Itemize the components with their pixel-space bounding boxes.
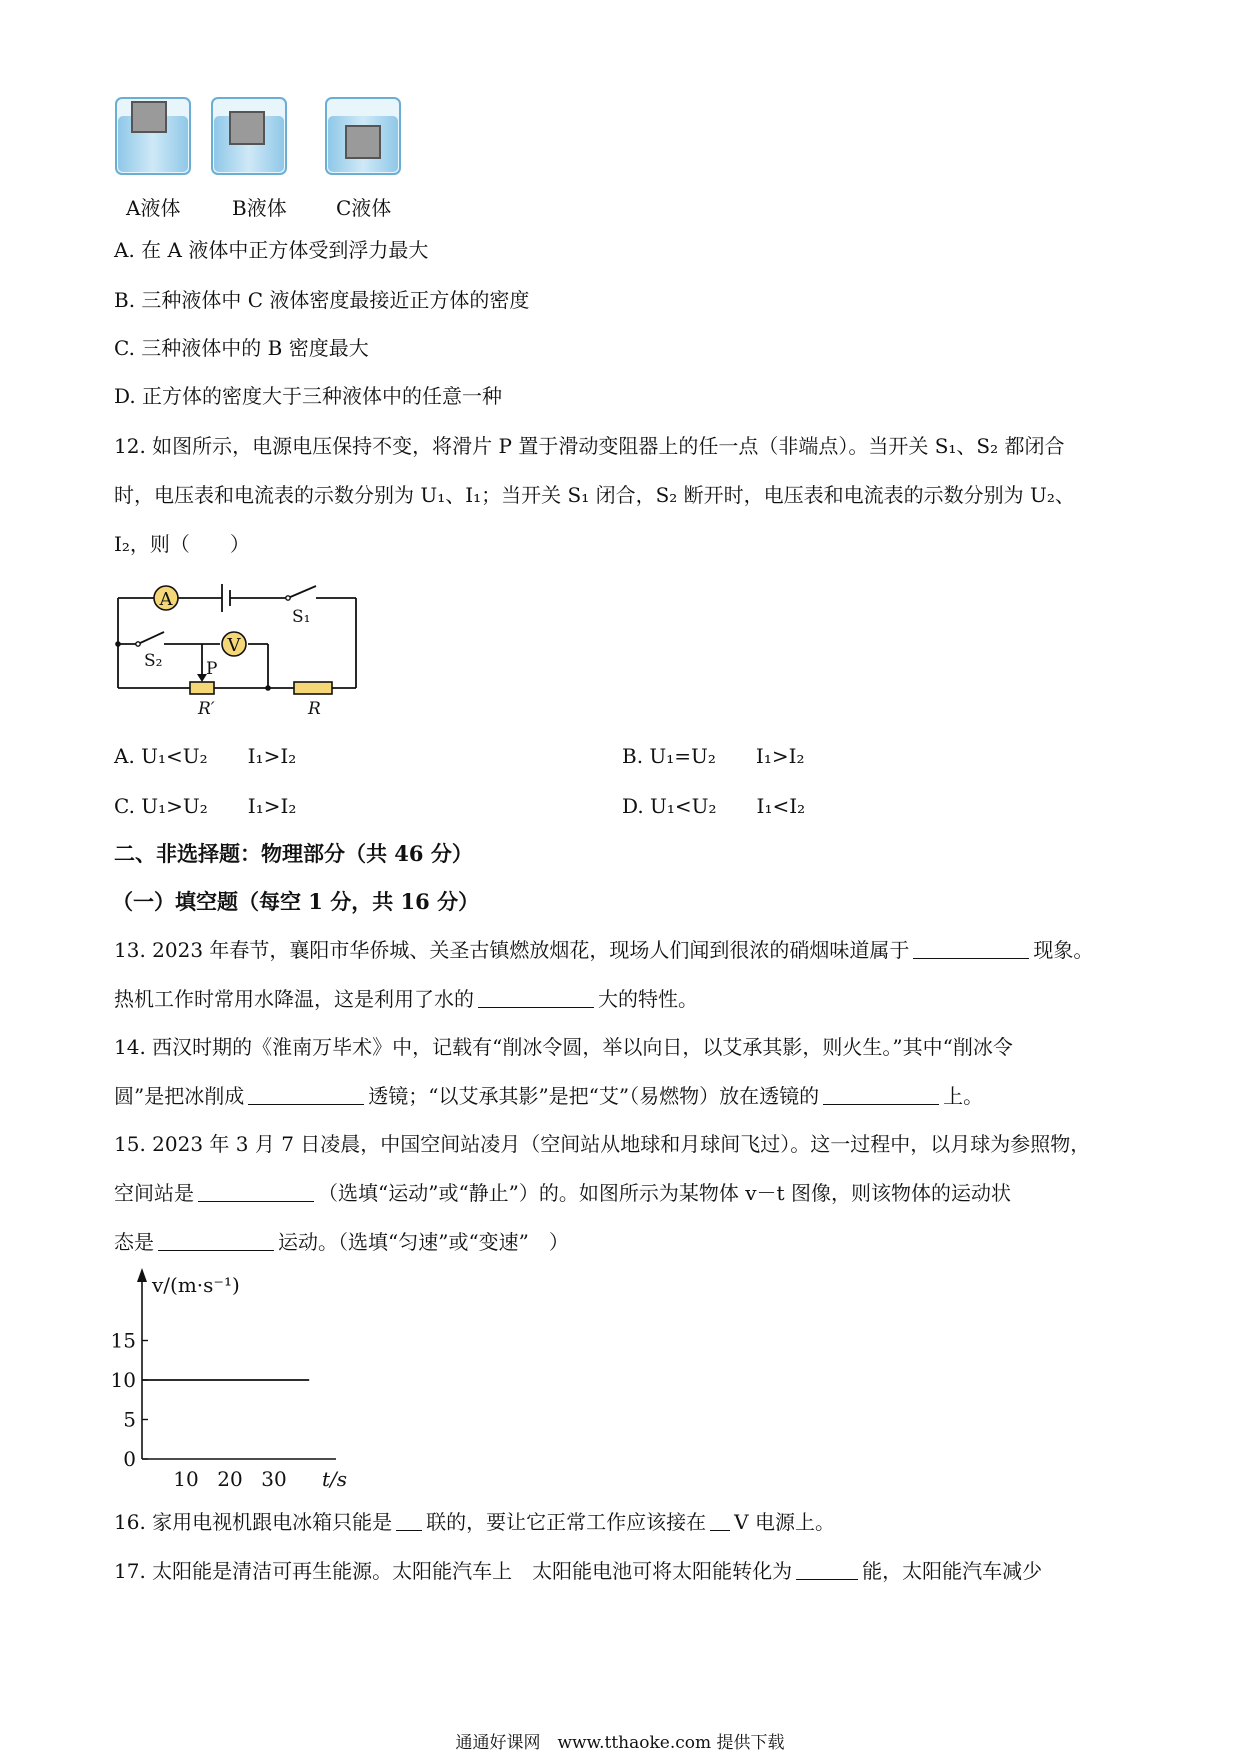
beaker-b-label: B液体 [232, 196, 287, 220]
q17-line1 [114, 1557, 1042, 1585]
q13-text-a: 13. 2023 年春节，襄阳市华侨城、关圣古镇燃放烟花，现场人们闻到很浓的硝烟味道属于 [114, 938, 910, 962]
y-tick-label: 5 [123, 1407, 136, 1432]
q15-text-b: 空间站是 [114, 1181, 194, 1205]
q15-line1: 15. 2023 年 3 月 7 日凌晨，中国空间站凌月（空间站从地球和月球间飞过）。这一过程中，以月球为参照物， [114, 1132, 1091, 1156]
q14-line1: 14. 西汉时期的《淮南万毕术》中，记载有“削冰令圆，举以向日，以艾承其影，则火生。”其中“削冰令 [114, 1035, 1013, 1059]
q12-line2: 时，电压表和电流表的示数分别为 U₁、I₁；当开关 S₁ 闭合，S₂ 断开时，电压表和电流表的示数分别为 U₂、 [114, 483, 1075, 507]
q13-text-c: 热机工作时常用水降温，这是利用了水的 [114, 987, 474, 1011]
voltmeter-label: V [227, 635, 241, 656]
beaker-a [116, 98, 190, 174]
q13-line2 [114, 985, 698, 1013]
beaker-a-label: A液体 [126, 196, 181, 220]
q17-blank-1[interactable] [796, 1559, 858, 1580]
q16-blank-1[interactable] [396, 1510, 422, 1531]
section-subtitle: （一）填空题（每空 1 分，共 16 分） [112, 889, 480, 914]
y-tick-label: 10 [110, 1368, 136, 1392]
x-tick-label: 20 [217, 1467, 243, 1491]
beaker-c-label: C液体 [336, 196, 392, 220]
q11-option-a: A. 在 A 液体中正方体受到浮力最大 [114, 238, 429, 262]
q15-blank-2[interactable] [158, 1230, 274, 1251]
q14-text-d: 上。 [943, 1084, 984, 1108]
q15-line2 [114, 1179, 1011, 1207]
q13-blank-1[interactable] [913, 938, 1029, 959]
q15-blank-1[interactable] [198, 1181, 314, 1202]
q15-text-c: （选填“运动”或“静止”）的。如图所示为某物体 v－t 图像，则该物体的运动状 [318, 1181, 1011, 1205]
q13-line1 [114, 936, 1093, 964]
y-axis-label: v/(m·s⁻¹) [152, 1273, 240, 1297]
q11-option-b: B. 三种液体中 C 液体密度最接近正方体的密度 [114, 288, 530, 312]
q16-text-b: 联的，要让它正常工作应该接在 [426, 1510, 707, 1534]
ammeter-label: A [159, 589, 173, 610]
q17-text-b: 能，太阳能汽车减少 [862, 1559, 1043, 1583]
q14-line2 [114, 1082, 983, 1110]
switch1-label: S₁ [292, 607, 311, 627]
q13-text-b: 现象。 [1033, 938, 1094, 962]
q11-option-c: C. 三种液体中的 B 密度最大 [114, 336, 369, 360]
q15-text-e: 运动。（选填“匀速”或“变速” ） [278, 1230, 569, 1254]
q15-line3 [114, 1228, 569, 1256]
q12-option-b: B. U₁=U₂ I₁>I₂ [622, 744, 805, 768]
q11-option-d: D. 正方体的密度大于三种液体中的任意一种 [114, 384, 503, 408]
section-title: 二、非选择题：物理部分（共 46 分） [114, 841, 473, 866]
q16-text-a: 16. 家用电视机跟电冰箱只能是 [114, 1510, 393, 1534]
y-tick-label: 15 [110, 1328, 136, 1353]
q12-option-c: C. U₁>U₂ I₁>I₂ [114, 794, 297, 818]
q16-blank-2[interactable] [710, 1510, 730, 1531]
q13-blank-2[interactable] [478, 987, 594, 1008]
q17-text-a: 17. 太阳能是清洁可再生能源。太阳能汽车上 太阳能电池可将太阳能转化为 [114, 1559, 793, 1583]
rheostat-label: R′ [198, 699, 215, 719]
switch2-label: S₂ [144, 651, 163, 671]
page-footer: 通通好课网 www.tthaoke.com 提供下载 [455, 1733, 785, 1753]
resistor-label: R [308, 699, 321, 719]
y-axis-arrow [137, 1268, 147, 1282]
q15-text-d: 态是 [114, 1230, 154, 1254]
q14-text-c: 透镜；“以艾承其影”是把“艾”（易燃物）放在透镜的 [368, 1084, 820, 1108]
x-tick-label: 10 [173, 1467, 199, 1491]
slider-label: P [206, 659, 218, 679]
q16-text-c: V 电源上。 [734, 1510, 835, 1534]
q14-blank-1[interactable] [248, 1084, 364, 1105]
x-axis-label: t/s [322, 1467, 348, 1491]
q12-line1: 12. 如图所示，电源电压保持不变，将滑片 P 置于滑动变阻器上的任一点（非端点）。当开关 S₁、S₂ 都闭合 [114, 434, 1065, 458]
q12-option-a: A. U₁<U₂ I₁>I₂ [114, 744, 297, 768]
x-tick-label: 30 [261, 1467, 287, 1491]
q16-line1 [114, 1508, 835, 1536]
q12-option-d: D. U₁<U₂ I₁<I₂ [622, 794, 806, 818]
q12-line3: I₂，则（ ） [114, 532, 250, 556]
circuit-diagram [110, 576, 370, 726]
beaker-b [212, 98, 286, 174]
beakers-figure [110, 94, 430, 224]
q13-text-d: 大的特性。 [598, 987, 698, 1011]
q14-text-b: 圆”是把冰削成 [114, 1084, 245, 1108]
vt-chart [110, 1266, 370, 1500]
beaker-c [326, 98, 400, 174]
y-tick-label: 0 [123, 1447, 136, 1471]
q14-blank-2[interactable] [823, 1084, 939, 1105]
